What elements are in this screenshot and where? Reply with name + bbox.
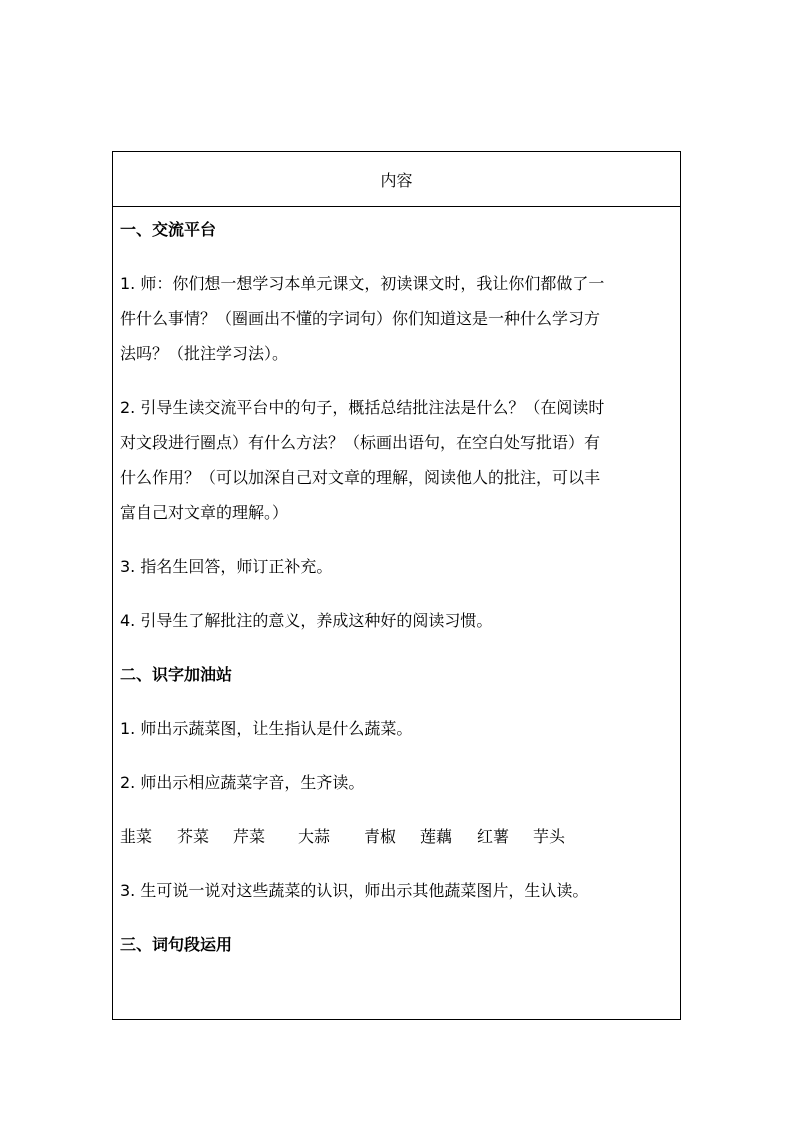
paragraph-line: 什么作用？（可以加深自己对文章的理解，阅读他人的批注，可以丰 <box>120 468 601 487</box>
vegetable-word: 芋头 <box>533 827 566 846</box>
paragraph-line: 对文段进行圈点）有什么方法？（标画出语句，在空白处写批语）有 <box>120 433 601 452</box>
paragraph-line: 3. 指名生回答，师订正补充。 <box>120 557 333 576</box>
paragraph-line: 2. 师出示相应蔬菜字音，生齐读。 <box>120 773 365 792</box>
vegetable-word: 芹菜 <box>233 827 266 846</box>
paragraph-6 <box>120 769 673 797</box>
section-heading-word-sentence-use: 三、词句段运用 <box>120 935 233 954</box>
paragraph-line: 3. 生可说一说对这些蔬菜的认识，师出示其他蔬菜图片，生认读。 <box>120 881 589 900</box>
paragraph-line: 富自己对文章的理解。） <box>120 503 289 522</box>
vegetable-word: 大蒜 <box>298 827 331 846</box>
vegetable-word: 芥菜 <box>177 827 210 846</box>
paragraph-2 <box>120 394 673 527</box>
vegetable-word: 青椒 <box>364 827 397 846</box>
paragraph-line: 4. 引导生了解批注的意义，养成这种好的阅读习惯。 <box>120 611 493 630</box>
paragraph-4 <box>120 607 673 635</box>
paragraph-5 <box>120 715 673 743</box>
paragraph-line: 2. 引导生读交流平台中的句子，概括总结批注法是什么？（在阅读时 <box>120 398 605 417</box>
paragraph-line: 法吗？（批注学习法）。 <box>120 344 289 363</box>
vegetable-word: 莲藕 <box>420 827 453 846</box>
section-heading-literacy-station: 二、识字加油站 <box>120 665 233 684</box>
table-header <box>113 152 680 207</box>
paragraph-line: 1. 师出示蔬菜图，让生指认是什么蔬菜。 <box>120 719 413 738</box>
vegetable-word-list <box>120 823 673 851</box>
lesson-content-table <box>112 151 681 1020</box>
paragraph-1 <box>120 270 673 368</box>
paragraph-7 <box>120 877 673 905</box>
paragraph-line: 1. 师：你们想一想学习本单元课文，初读课文时，我让你们都做了一 <box>120 274 605 293</box>
vegetable-word: 韭菜 <box>120 827 153 846</box>
table-header-title: 内容 <box>380 170 413 190</box>
section-heading-exchange-platform: 一、交流平台 <box>120 220 217 239</box>
paragraph-line: 件什么事情？（圈画出不懂的字词句）你们知道这是一种什么学习方 <box>120 309 601 328</box>
vegetable-word: 红薯 <box>477 827 510 846</box>
table-body <box>113 216 680 959</box>
paragraph-3 <box>120 553 673 581</box>
